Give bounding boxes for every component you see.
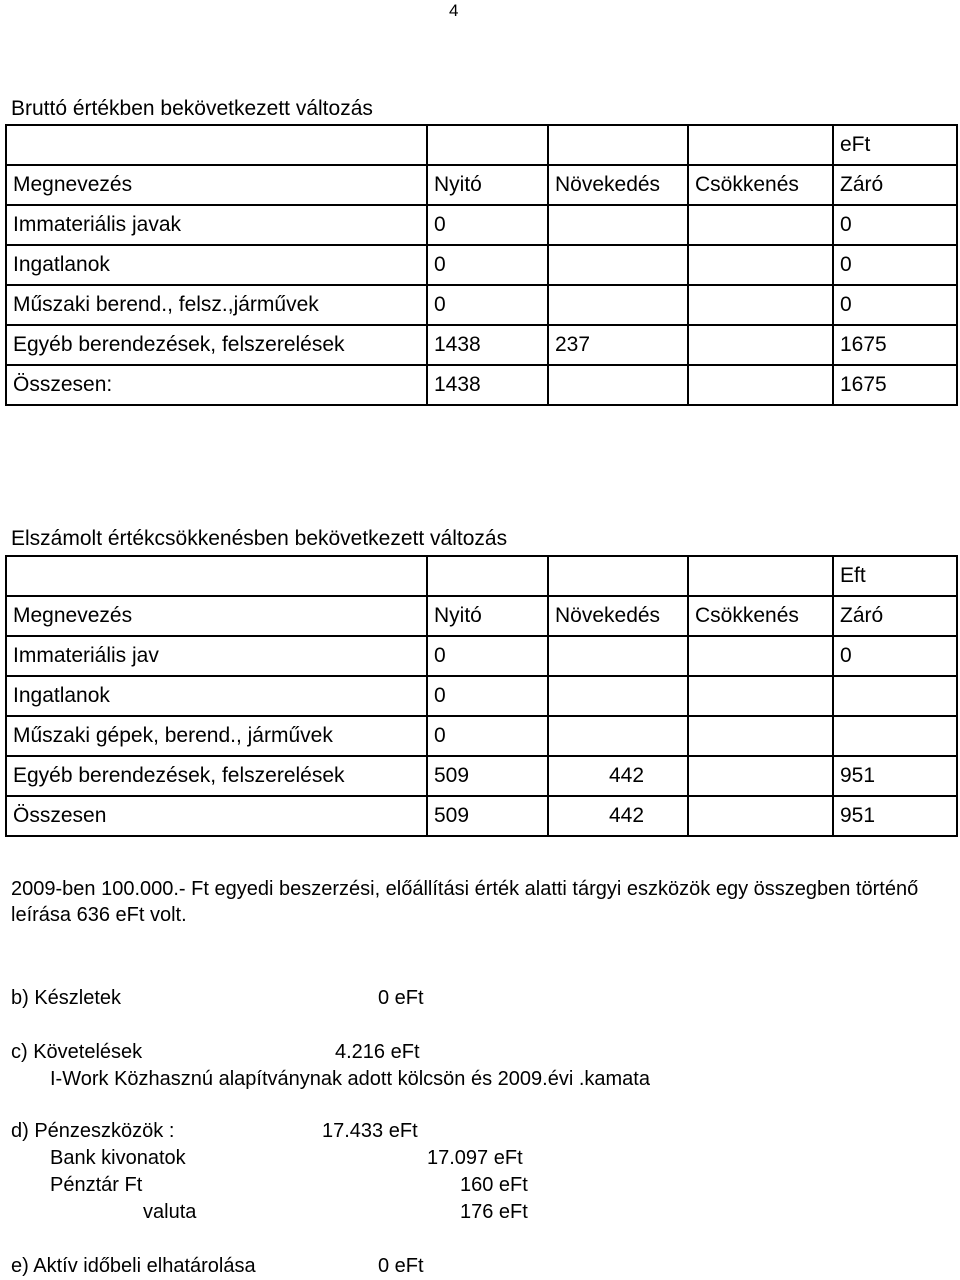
cell-value <box>548 245 688 285</box>
cell-value: 0 <box>427 245 548 285</box>
cell-value: 0 <box>833 285 957 325</box>
cell-value <box>688 325 833 365</box>
cash-value: 17.433 eFt <box>322 1120 418 1142</box>
cell-value: 0 <box>427 676 548 716</box>
row-label: Ingatlanok <box>6 245 427 285</box>
receivables-detail: I-Work Közhasznú alapítványnak adott kölcsön és 2009.évi .kamata <box>50 1068 650 1090</box>
cell-value: 0 <box>427 205 548 245</box>
table-row <box>6 325 957 365</box>
cell-value <box>548 365 688 405</box>
cash-item-value: 176 eFt <box>460 1201 528 1223</box>
cell-value: 509 <box>427 756 548 796</box>
cash-item-label: Bank kivonatok <box>50 1147 186 1169</box>
cell-value: 951 <box>833 756 957 796</box>
cell-value <box>548 676 688 716</box>
receivables-label: c) Követelések <box>11 1041 143 1063</box>
header-cell: Nyitó <box>427 596 548 636</box>
cell-value <box>548 205 688 245</box>
header-cell: Megnevezés <box>6 596 427 636</box>
cell-value <box>688 205 833 245</box>
receivables-value: 4.216 eFt <box>335 1041 420 1063</box>
cell-value <box>548 636 688 676</box>
row-label: Összesen: <box>6 365 427 405</box>
table-row <box>6 636 957 676</box>
cell-value: 0 <box>427 636 548 676</box>
cell-value <box>548 285 688 325</box>
table-row <box>6 556 957 596</box>
cell-value: 237 <box>548 325 688 365</box>
cell-value: 442 <box>548 756 688 796</box>
table-row <box>6 285 957 325</box>
depreciation-table-title: Elszámolt értékcsökkenésben bekövetkezett változás <box>11 527 508 550</box>
cell-value <box>833 716 957 756</box>
cell-value: 0 <box>833 205 957 245</box>
accruals-label: e) Aktív időbeli elhatárolása <box>11 1255 256 1277</box>
table-row <box>6 125 957 165</box>
row-label: Műszaki berend., felsz.,járművek <box>6 285 427 325</box>
depreciation-table <box>5 555 958 837</box>
cell-value <box>688 756 833 796</box>
row-label: Egyéb berendezések, felszerelések <box>6 756 427 796</box>
gross-table <box>5 124 958 406</box>
cash-label: d) Pénzeszközök : <box>11 1120 175 1142</box>
cell-value <box>688 285 833 325</box>
unit-cell: eFt <box>833 125 957 165</box>
header-cell: Záró <box>833 165 957 205</box>
table-row <box>6 756 957 796</box>
cell-value <box>688 796 833 836</box>
row-label: Összesen <box>6 796 427 836</box>
cell-value <box>688 365 833 405</box>
table-row <box>6 365 957 405</box>
table-header-row <box>6 165 957 205</box>
row-label: Ingatlanok <box>6 676 427 716</box>
cell-value: 1438 <box>427 325 548 365</box>
cell-value: 951 <box>833 796 957 836</box>
cell-value: 1675 <box>833 325 957 365</box>
cell-value: 0 <box>833 636 957 676</box>
cash-item-label: Pénztár Ft <box>50 1174 143 1196</box>
inventory-label: b) Készletek <box>11 987 122 1009</box>
row-label: Immateriális javak <box>6 205 427 245</box>
cash-item-label: valuta <box>143 1201 197 1223</box>
table-row <box>6 205 957 245</box>
cell-value: 1438 <box>427 365 548 405</box>
note-paragraph: 2009-ben 100.000.- Ft egyedi beszerzési, előállítási érték alatti tárgyi eszközök egy összegben történő leírása 636 eFt volt. <box>11 878 919 926</box>
cell-value <box>548 716 688 756</box>
cell-value: 442 <box>548 796 688 836</box>
header-cell: Záró <box>833 596 957 636</box>
header-cell: Csökkenés <box>688 596 833 636</box>
cell-value: 0 <box>833 245 957 285</box>
header-cell: Csökkenés <box>688 165 833 205</box>
table-row <box>6 676 957 716</box>
cell-value <box>833 676 957 716</box>
cash-item-value: 160 eFt <box>460 1174 528 1196</box>
header-cell: Növekedés <box>548 165 688 205</box>
cell-value: 1675 <box>833 365 957 405</box>
cash-item-value: 17.097 eFt <box>427 1147 523 1169</box>
table-row <box>6 796 957 836</box>
header-cell: Növekedés <box>548 596 688 636</box>
row-label: Egyéb berendezések, felszerelések <box>6 325 427 365</box>
row-label: Műszaki gépek, berend., járművek <box>6 716 427 756</box>
page-number: 4 <box>449 1 459 20</box>
header-cell: Megnevezés <box>6 165 427 205</box>
header-cell: Nyitó <box>427 165 548 205</box>
inventory-value: 0 eFt <box>378 987 424 1009</box>
gross-table-title: Bruttó értékben bekövetkezett változás <box>11 97 373 120</box>
cell-value <box>688 676 833 716</box>
cell-value <box>688 716 833 756</box>
cell-value: 509 <box>427 796 548 836</box>
table-row <box>6 245 957 285</box>
accruals-value: 0 eFt <box>378 1255 424 1277</box>
unit-cell: Eft <box>833 556 957 596</box>
cell-value <box>688 245 833 285</box>
cell-value: 0 <box>427 716 548 756</box>
table-row <box>6 716 957 756</box>
row-label: Immateriális jav <box>6 636 427 676</box>
cell-value: 0 <box>427 285 548 325</box>
cell-value <box>688 636 833 676</box>
table-header-row <box>6 596 957 636</box>
